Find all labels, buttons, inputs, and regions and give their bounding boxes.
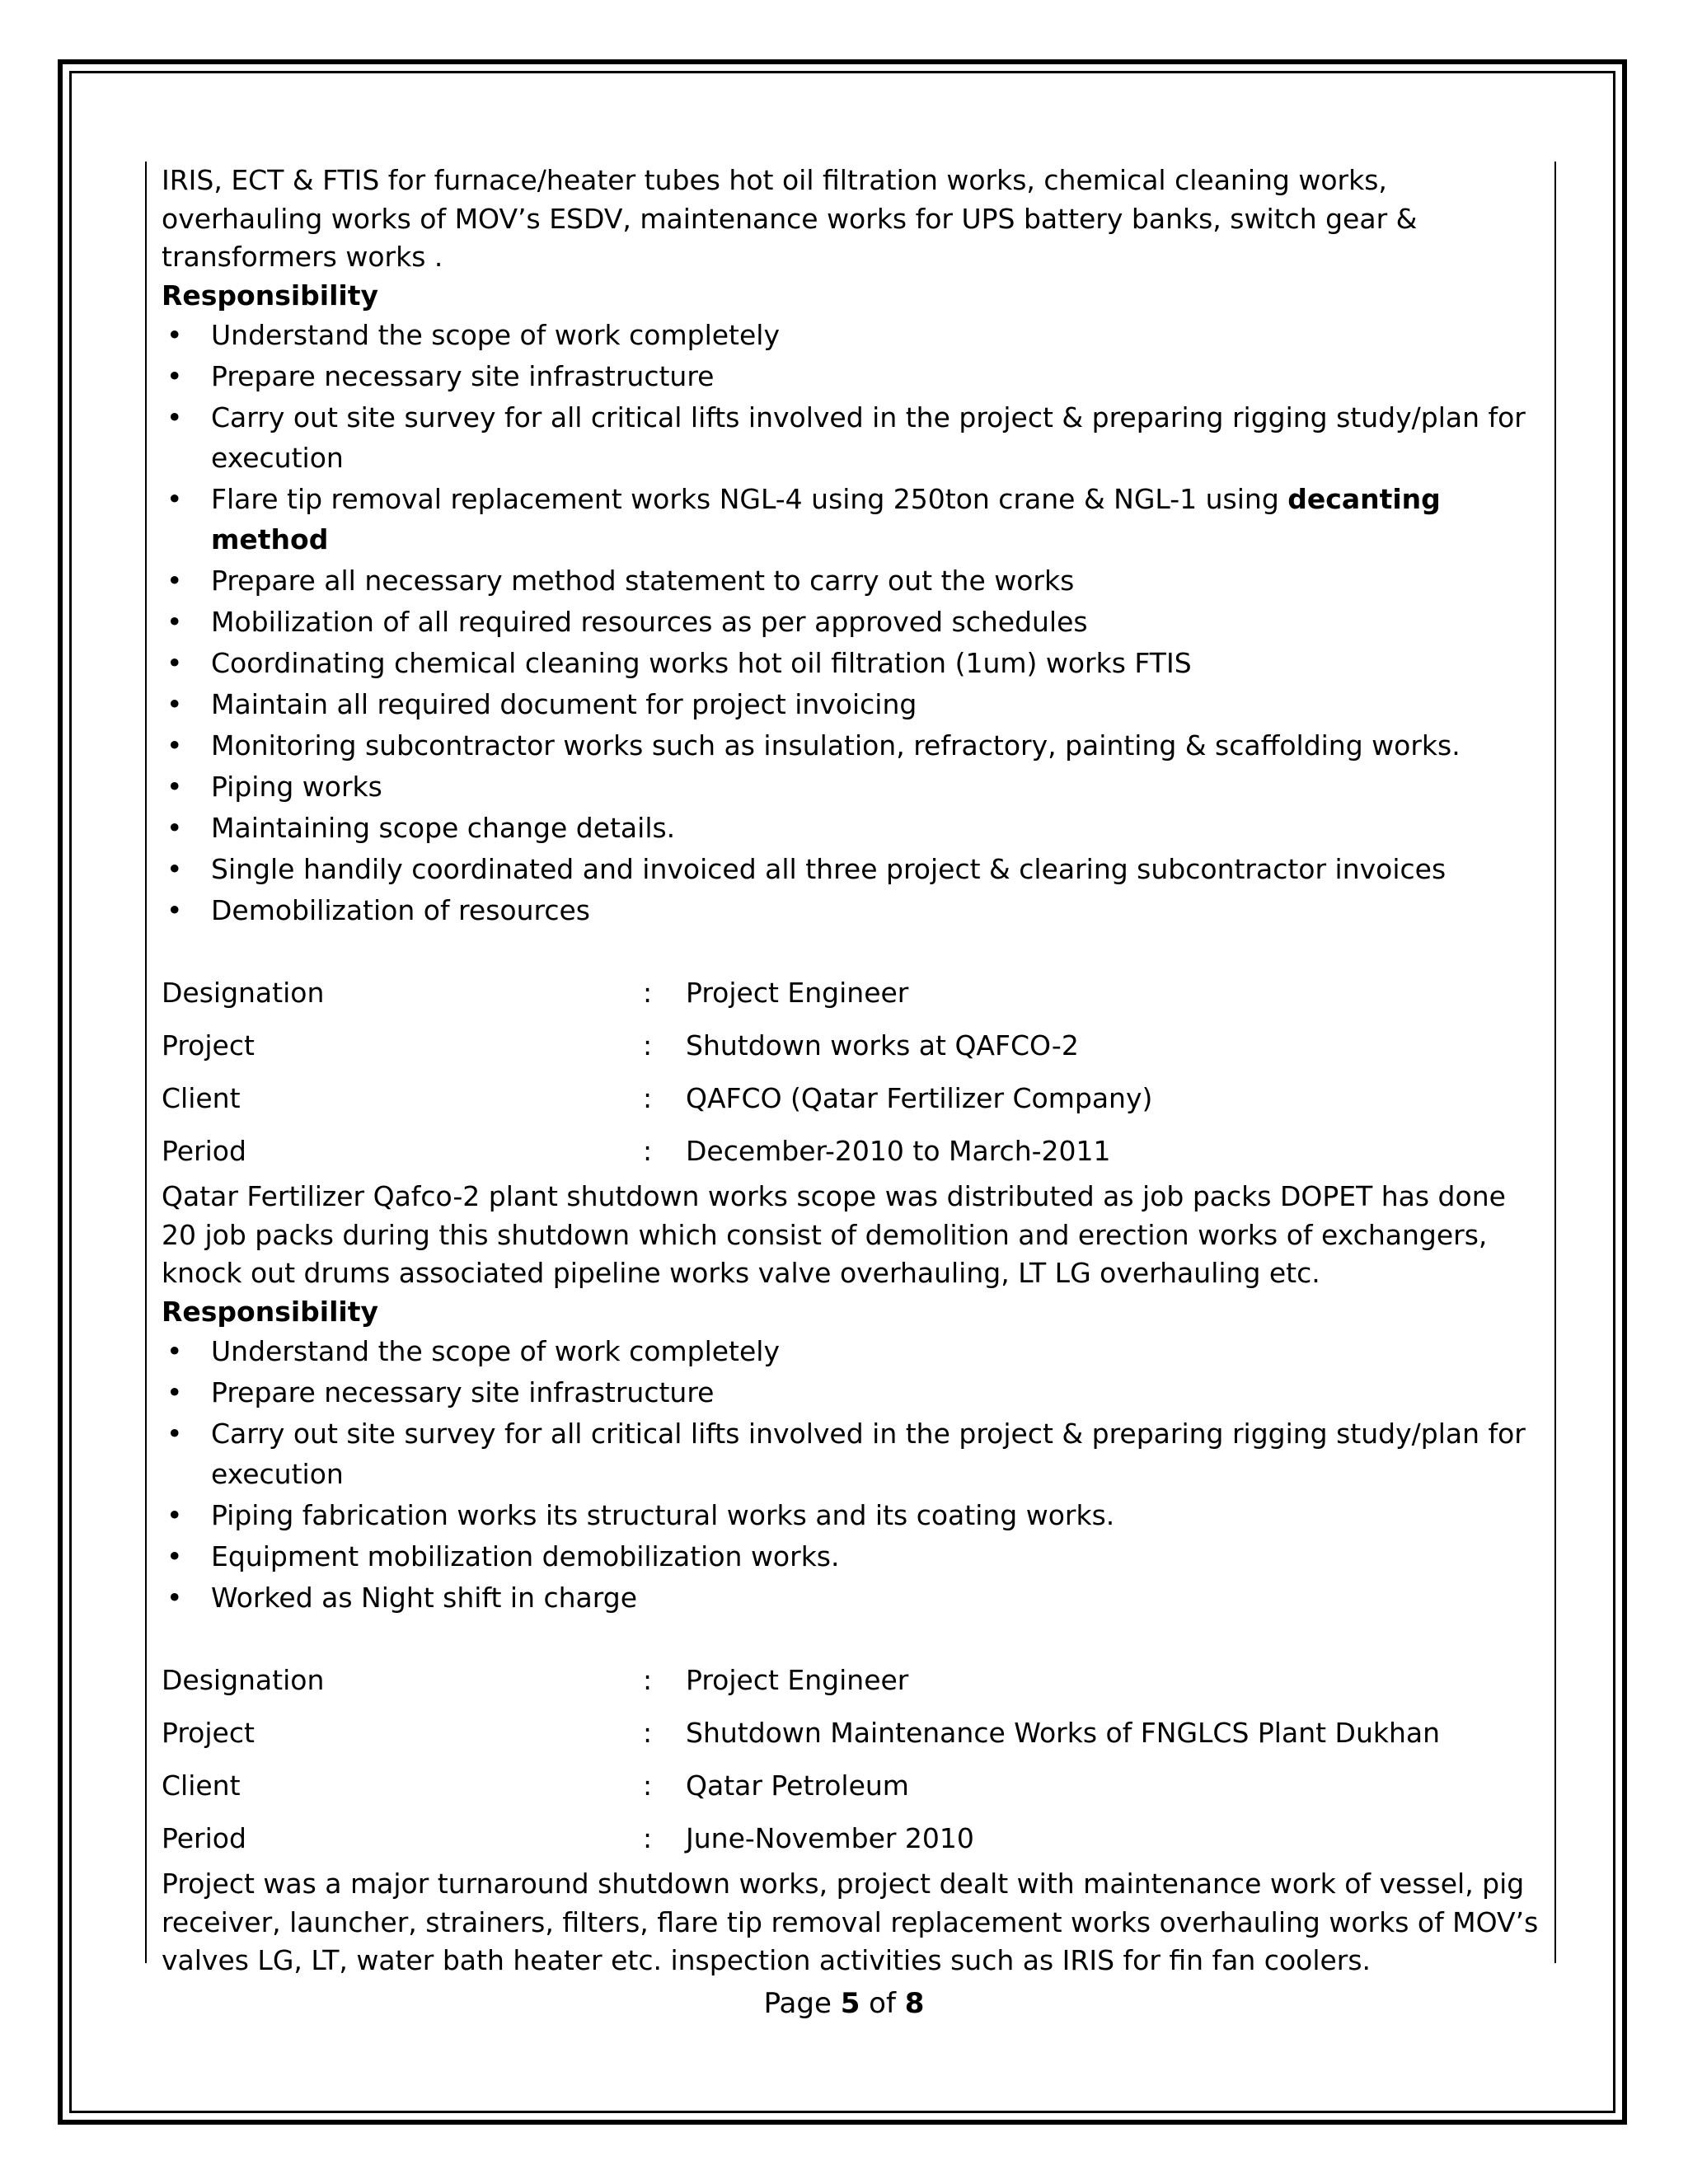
- list-item: • Coordinating chemical cleaning works hot oil filtration (1um) works FTIS: [162, 643, 1548, 683]
- responsibility-heading-2: Responsibility: [162, 1295, 379, 1328]
- list-item: • Carry out site survey for all critical lifts involved in the project & preparing rigging study/plan for execution: [162, 397, 1548, 478]
- detail-row-client: Client : Qatar Petroleum: [162, 1769, 909, 1802]
- bullet-icon: •: [166, 1335, 183, 1367]
- detail-row-period: Period : December-2010 to March-2011: [162, 1135, 1111, 1167]
- list-item: • Equipment mobilization demobilization works.: [162, 1536, 1548, 1577]
- project-description-3: Project was a major turnaround shutdown works, project dealt with maintenance work of vessel, pig receiver, launcher, strainers, filters, flare tip removal replacement works overhauling works of MOV’s valves LG, LT, water bath heater etc. inspection activities such as IRIS for fin fan coolers.: [162, 1868, 1539, 1976]
- list-item: • Piping works: [162, 766, 1548, 807]
- bullet-icon: •: [166, 729, 183, 762]
- bullet-icon: •: [166, 1499, 183, 1531]
- detail-row-project: Project : Shutdown Maintenance Works of FNGLCS Plant Dukhan: [162, 1717, 1441, 1749]
- bullet-icon: •: [166, 401, 183, 434]
- bullet-icon: •: [166, 1418, 183, 1450]
- bullet-icon: •: [166, 647, 183, 679]
- bullet-icon: •: [166, 606, 183, 638]
- list-item: • Understand the scope of work completely: [162, 1331, 1548, 1371]
- current-page-number: 5: [840, 1987, 860, 2020]
- detail-row-client: Client : QAFCO (Qatar Fertilizer Company): [162, 1082, 1153, 1114]
- project-description-2: Qatar Fertilizer Qafco-2 plant shutdown works scope was distributed as job packs DOPET has done 20 job packs during this shutdown which consist of demolition and erection works of exchangers, knock out drums associated pipeline works valve overhauling, LT LG overhauling etc.: [162, 1180, 1506, 1289]
- project-details-2: [162, 967, 1548, 1178]
- responsibility-heading-1: Responsibility: [162, 279, 379, 312]
- intro-paragraph: IRIS, ECT & FTIS for furnace/heater tubes hot oil filtration works, chemical cleaning works, overhauling works of MOV’s ESDV, maintenance works for UPS battery banks, switch gear & transformers works .: [162, 164, 1418, 273]
- responsibility-list-2: [162, 1331, 1548, 1618]
- bullet-icon: •: [166, 853, 183, 885]
- bullet-icon: •: [166, 1540, 183, 1572]
- detail-row-period: Period : June-November 2010: [162, 1822, 974, 1854]
- list-item: • Maintain all required document for project invoicing: [162, 684, 1548, 724]
- list-item: • Mobilization of all required resources as per approved schedules: [162, 602, 1548, 642]
- page-footer: [0, 1985, 1688, 2022]
- list-item: • Monitoring subcontractor works such as insulation, refractory, painting & scaffolding works.: [162, 725, 1548, 766]
- of-word: of: [869, 1987, 896, 2020]
- resume-content: [145, 162, 1556, 1976]
- list-item: • Prepare necessary site infrastructure: [162, 356, 1548, 396]
- detail-row-designation: Designation : Project Engineer: [162, 1664, 909, 1696]
- total-pages-number: 8: [904, 1987, 925, 2020]
- bullet-icon: •: [166, 319, 183, 351]
- bullet-icon: •: [166, 812, 183, 844]
- detail-row-designation: Designation : Project Engineer: [162, 977, 909, 1009]
- bullet-icon: •: [166, 565, 183, 597]
- detail-row-project: Project : Shutdown works at QAFCO-2: [162, 1029, 1079, 1062]
- list-item: • Piping fabrication works its structural works and its coating works.: [162, 1495, 1548, 1535]
- bold-emphasis: decanting method: [211, 483, 1441, 555]
- list-item: • Worked as Night shift in charge: [162, 1577, 1548, 1618]
- list-item: • Demobilization of resources: [162, 890, 1548, 930]
- section-spacer: [162, 931, 1548, 967]
- list-item: • Flare tip removal replacement works NGL-4 using 250ton crane & NGL-1 using decanting method: [162, 479, 1548, 560]
- list-item: • Prepare all necessary method statement to carry out the works: [162, 560, 1548, 601]
- bullet-icon: •: [166, 1376, 183, 1408]
- bullet-icon: •: [166, 771, 183, 803]
- bullet-icon: •: [166, 360, 183, 392]
- list-item: • Understand the scope of work completely: [162, 315, 1548, 355]
- list-item: • Maintaining scope change details.: [162, 808, 1548, 848]
- bullet-icon: •: [166, 483, 183, 515]
- bullet-icon: •: [166, 894, 183, 926]
- project-details-3: [162, 1654, 1548, 1865]
- bullet-icon: •: [166, 688, 183, 720]
- list-item: • Prepare necessary site infrastructure: [162, 1372, 1548, 1413]
- list-item: • Carry out site survey for all critical lifts involved in the project & preparing rigging study/plan for execution: [162, 1413, 1548, 1494]
- bullet-icon: •: [166, 1582, 183, 1614]
- section-spacer: [162, 1619, 1548, 1654]
- list-item: • Single handily coordinated and invoiced all three project & clearing subcontractor invoices: [162, 849, 1548, 889]
- page-word: Page: [763, 1987, 832, 2020]
- responsibility-list-1: [162, 315, 1548, 930]
